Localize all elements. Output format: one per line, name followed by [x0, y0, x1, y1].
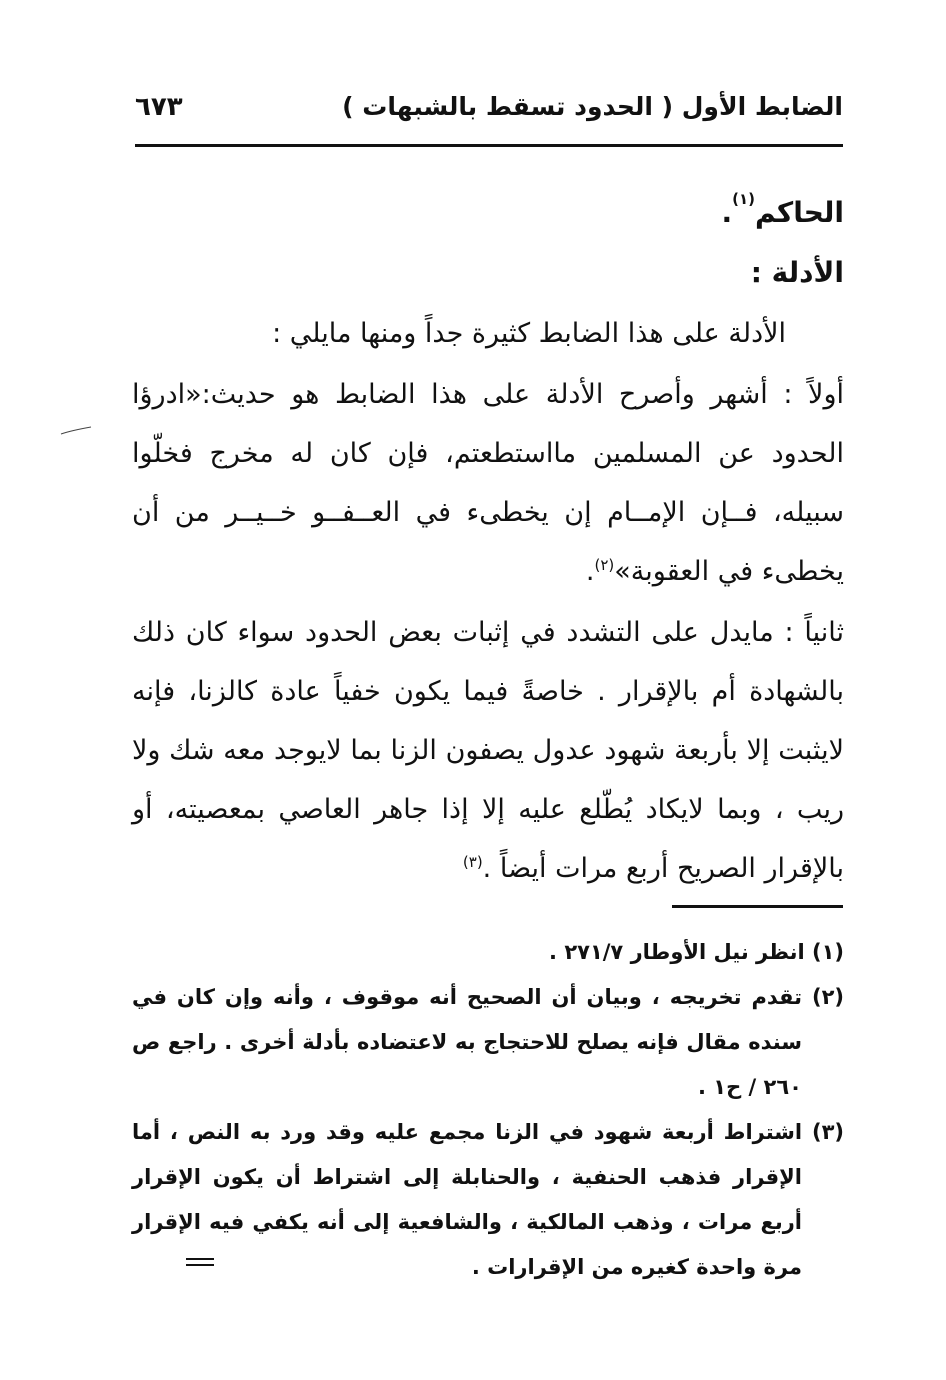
page-header	[135, 88, 843, 132]
footnote-3: (٣) اشتراط أربعة شهود في الزنا مجمع عليه وقد ورد به النص ، أما الإقرار فذهب الحنفية ، والحنابلة إلى اشتراط أن يكون الإقرار أربع مرات ، وذهب المالكية ، والشافعية إلى أنه يكفي فيه الإقرار مرة واحدة كغيره من الإقرارات .	[132, 1120, 844, 1279]
continuation-line	[721, 190, 844, 229]
margin-pen-mark	[60, 426, 92, 436]
paragraph-first-end: .	[585, 556, 595, 587]
footnote-1: (١) انظر نيل الأوطار ٢٧١/٧ .	[549, 940, 844, 964]
paragraph-second-text: ثانياً : مايدل على التشدد في إثبات بعض الحدود سواء كان ذلك بالشهادة أم بالإقرار . خاصةً فيما يكون خفياً عادة كالزنا، فإنه لايثبت إلا بأربعة شهود عدول يصفون الزنا بما لايوجد معه شك ولا ريب ، وبما لايكاد يُطّلع عليه إلا إذا جاهر العاصي بمعصيته، أو بالإقرار الصريح أربع مرات أيضاً .	[132, 617, 844, 884]
continuation-mark	[186, 1258, 214, 1266]
footnote-2: (٢) تقدم تخريجه ، وبيان أن الصحيح أنه موقوف ، وأنه وإن كان في سنده مقال فإنه يصلح للاحتجاج به لاعتضاده بأدلة أخرى . راجع ص ٢٦٠ / ح١ .	[132, 985, 844, 1099]
header-rule	[135, 144, 843, 147]
paragraph-first-evidence	[132, 365, 844, 601]
continuation-text: الحاكم	[754, 196, 844, 229]
footnote-ref-2: (٢)	[594, 556, 615, 574]
intro-line: الأدلة على هذا الضابط كثيرة جداً ومنها مايلي :	[272, 318, 786, 349]
footnotes	[132, 930, 844, 1290]
paragraph-second-evidence	[132, 603, 844, 898]
footnote-ref-1: (١)	[732, 190, 755, 208]
paragraph-first-text: أولاً : أشهر وأصرح الأدلة على هذا الضابط هو حديث:«ادرؤا الحدود عن المسلمين مااستطعتم، فإن كان له مخرج فخلّوا سبيله، فــإن الإمــام إن يخطىء في العــفــو خــيــر من أن يخطىء في العقوبة»	[132, 379, 844, 587]
running-title: الضابط الأول ( الحدود تسقط بالشبهات )	[342, 92, 843, 121]
footnote-ref-3: (٣)	[462, 853, 483, 871]
footnote-separator	[672, 905, 843, 908]
page-number: ٦٧٣	[135, 92, 183, 122]
continuation-end: .	[721, 196, 733, 229]
section-heading: الأدلة :	[750, 256, 844, 289]
